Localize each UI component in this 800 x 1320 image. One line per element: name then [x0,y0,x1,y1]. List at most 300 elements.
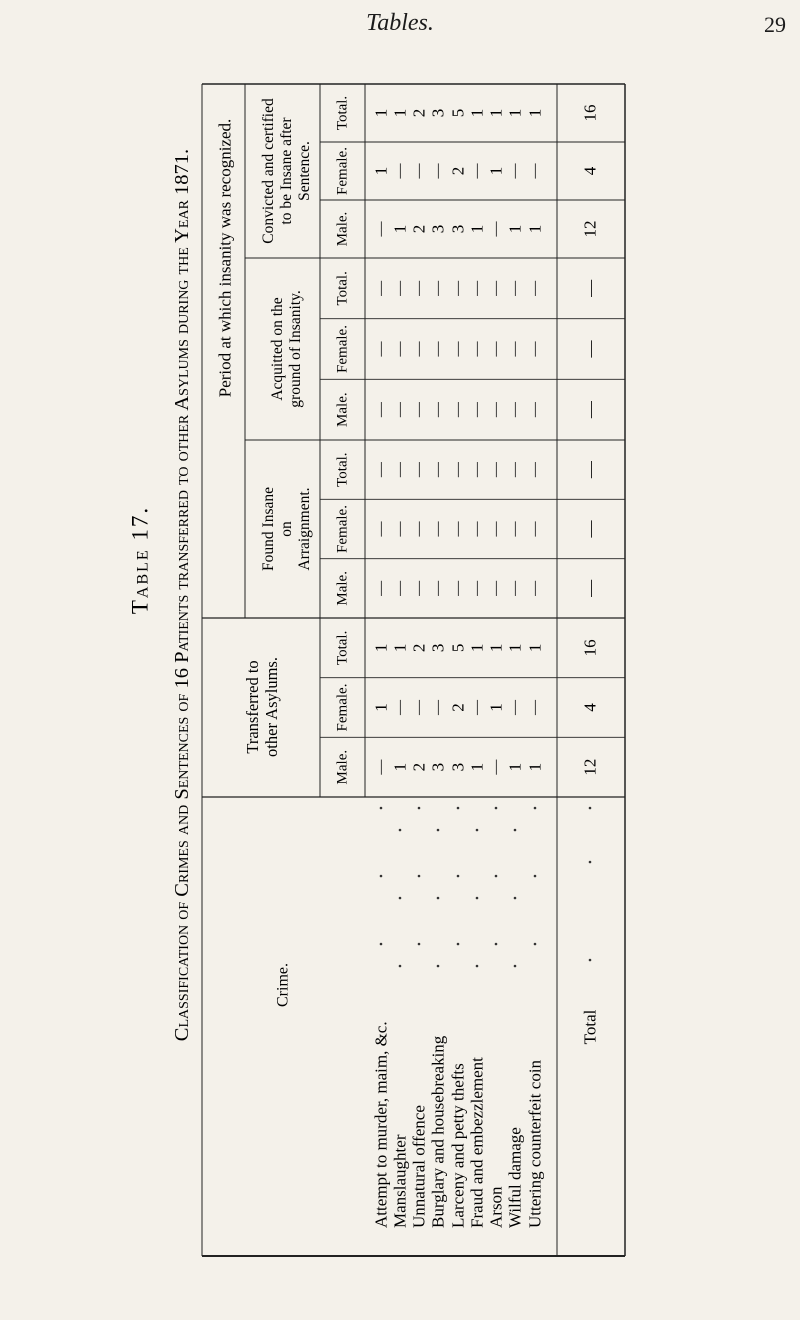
total-acquitted-male-line: — [580,401,600,419]
cell-convicted-male-row3-line: 2 [409,224,429,234]
cell-convicted-total-row4 [429,109,448,118]
cell-acquitted-total-row6-line: — [469,280,485,296]
cell-convicted-total-row3 [410,109,429,118]
cell-convicted-male-row7-line: — [488,221,504,237]
cell-found_insane-total-row4 [430,461,446,478]
table-label [128,506,153,614]
cell-transferred-male-row9-line: 1 [525,762,545,772]
leader-dot [399,829,402,832]
cell-acquitted-male-row1 [373,401,389,418]
cell-convicted-female-row3-line: — [411,163,427,179]
transferred-header [243,657,281,757]
cell-transferred-total-row6 [468,644,487,653]
total-convicted-male [581,221,600,238]
crime-row-9 [526,1059,545,1228]
subheader-acquitted-male-line: Male. [334,392,351,427]
cell-convicted-female-row7 [487,167,506,176]
cell-convicted-female-row2-line: — [392,163,408,179]
cell-acquitted-total-row4 [430,280,446,297]
subheader-convicted-male [335,212,351,247]
subheader-transferred-female-line: Female. [334,683,351,732]
total-found_insane-female [581,520,600,539]
cell-found_insane-total-row8 [507,461,523,478]
cell-transferred-total-row2-line: 1 [390,643,410,653]
group-header-found_insane-line: on [278,521,295,537]
subheader-transferred-male-line: Male. [334,749,351,785]
cell-acquitted-total-row4-line: — [430,280,446,296]
cell-transferred-female-row2 [392,699,408,716]
leader-dot [534,943,537,946]
cell-acquitted-female-row3 [411,341,427,358]
cell-transferred-male-row8-line: 1 [505,762,525,772]
cell-convicted-female-row6 [469,163,485,180]
cell-transferred-male-row5 [449,763,468,772]
cell-transferred-total-row7 [487,644,506,653]
cell-found_insane-total-row1-line: — [373,462,389,478]
cell-found_insane-male-row3 [411,580,427,597]
subheader-found_insane-total-line: Total. [334,452,351,487]
cell-convicted-male-row2 [391,225,410,234]
leader-dot [437,897,440,900]
cell-found_insane-female-row6-line: — [469,521,485,537]
group-header-acquitted [269,290,304,407]
cell-found_insane-female-row8 [507,521,523,538]
cell-convicted-total-row7-line: 1 [486,108,506,118]
cell-transferred-female-row6 [469,699,485,716]
cell-acquitted-male-row9-line: — [527,402,543,418]
cell-acquitted-male-row4-line: — [430,402,446,418]
cell-found_insane-male-row1 [373,580,389,597]
cell-acquitted-female-row7 [488,341,504,358]
cell-transferred-male-row5-line: 3 [448,762,468,772]
subheader-convicted-male-line: Male. [334,211,351,247]
cell-transferred-female-row4 [430,699,446,716]
cell-transferred-female-row8 [507,699,523,716]
cell-acquitted-male-row3-line: — [411,402,427,418]
cell-found_insane-female-row9 [527,521,543,538]
cell-convicted-total-row5-line: 5 [448,108,468,118]
cell-convicted-female-row5-line: 2 [448,166,468,176]
cell-convicted-female-row3 [411,163,427,180]
total-found_insane-total [581,460,600,479]
leader-dot [380,875,383,878]
subheader-found_insane-male-line: Male. [334,571,351,606]
subheader-found_insane-female [335,505,351,553]
cell-transferred-total-row5 [449,644,468,653]
table-title [171,149,193,1041]
cell-found_insane-female-row1 [373,521,389,538]
cell-transferred-female-row3-line: — [411,700,427,715]
cell-convicted-female-row2 [392,163,408,180]
leader-dot [514,829,517,832]
cell-transferred-total-row7-line: 1 [486,643,506,653]
cell-acquitted-total-row8 [507,280,523,297]
cell-convicted-total-row9-line: 1 [525,108,545,118]
cell-acquitted-male-row2-line: — [392,402,408,418]
cell-transferred-male-row4 [429,763,448,772]
cell-transferred-male-row1 [373,759,389,776]
leader-dot [476,965,479,968]
cell-found_insane-total-row8-line: — [507,462,523,478]
crime-row-7-line: Arson [486,1186,506,1228]
cell-convicted-female-row1 [372,167,391,176]
cell-acquitted-male-row8-line: — [507,402,523,418]
cell-acquitted-male-row1-line: — [373,402,389,418]
subheader-acquitted-total [335,271,351,305]
leader-dot [534,807,537,810]
cell-found_insane-male-row5 [450,580,466,597]
leader-dot [514,965,517,968]
leader-dot [476,897,479,900]
cell-acquitted-total-row3 [411,280,427,297]
subheader-found_insane-male [335,571,351,606]
leader-dot [589,861,592,864]
cell-convicted-total-row3-line: 2 [409,108,429,118]
crime-row-8 [506,1127,525,1228]
cell-transferred-male-row3 [410,763,429,772]
cell-acquitted-total-row7-line: — [488,280,504,296]
cell-found_insane-total-row3-line: — [411,462,427,478]
leader-dot [418,943,421,946]
crime-row-8-line: Wilful damage [505,1127,525,1228]
cell-convicted-total-row1-line: 1 [371,108,391,118]
crime-row-6-line: Fraud and embezzlement [467,1057,487,1228]
transferred-header-line: other Asylums. [261,657,281,757]
cell-convicted-total-row8 [506,109,525,118]
table-label-line: Table 17. [127,505,153,615]
crime-row-2 [391,1134,410,1228]
leader-dot [418,875,421,878]
total-acquitted-total-line: — [580,279,600,297]
cell-convicted-total-row6-line: 1 [467,108,487,118]
total-convicted-total [581,105,600,122]
leader-dot [437,965,440,968]
cell-transferred-female-row5-line: 2 [448,703,468,712]
subheader-acquitted-male [335,392,351,427]
subheader-transferred-male [335,750,351,785]
cell-transferred-total-row6-line: 1 [467,643,487,653]
cell-acquitted-female-row3-line: — [411,341,427,357]
leader-dot [589,959,592,962]
cell-transferred-total-row3-line: 2 [409,643,429,653]
total-found_insane-female-line: — [580,520,600,538]
leader-dot [457,807,460,810]
cell-convicted-total-row7 [487,109,506,118]
cell-transferred-male-row9 [526,763,545,772]
cell-found_insane-total-row6 [469,461,485,478]
cell-found_insane-female-row1-line: — [373,521,389,537]
leader-dot [476,829,479,832]
cell-convicted-total-row2-line: 1 [390,108,410,118]
cell-acquitted-female-row6-line: — [469,341,485,357]
crime-row-4 [429,1035,448,1228]
cell-transferred-total-row9 [526,644,545,653]
total-row-label-line: Total [580,1009,600,1045]
leader-dot [514,897,517,900]
cell-found_insane-male-row4 [430,580,446,597]
cell-convicted-male-row1-line: — [373,221,389,237]
cell-convicted-male-row4 [429,225,448,234]
cell-found_insane-female-row7 [488,521,504,538]
cell-acquitted-total-row9-line: — [527,280,543,296]
subheader-transferred-total [335,631,351,665]
cell-convicted-female-row5 [449,167,468,176]
cell-transferred-female-row8-line: — [507,700,523,715]
cell-found_insane-female-row7-line: — [488,521,504,537]
leader-dot [399,897,402,900]
cell-found_insane-total-row6-line: — [469,462,485,478]
cell-acquitted-total-row5-line: — [450,280,466,296]
cell-acquitted-total-row7 [488,280,504,297]
cell-transferred-female-row7-line: 1 [486,703,506,712]
cell-acquitted-female-row9 [527,341,543,358]
cell-found_insane-female-row5-line: — [450,521,466,537]
group-header-found_insane-line: Arraignment. [295,487,313,571]
cell-found_insane-female-row2 [392,521,408,538]
cell-convicted-male-row6-line: 1 [467,224,487,234]
cell-transferred-total-row8-line: 1 [505,643,525,653]
cell-convicted-total-row2 [391,109,410,118]
cell-convicted-female-row1-line: 1 [371,166,391,176]
cell-convicted-female-row6-line: — [469,163,485,179]
crime-header [275,963,292,1007]
total-transferred-female-line: 4 [580,703,600,712]
cell-convicted-female-row4 [430,163,446,180]
cell-acquitted-female-row6 [469,341,485,358]
subheader-convicted-total [335,96,351,130]
cell-found_insane-total-row7-line: — [488,462,504,478]
cell-found_insane-total-row2 [392,461,408,478]
crime-row-4-line: Burglary and housebreaking [428,1035,448,1228]
cell-acquitted-total-row2-line: — [392,280,408,296]
cell-convicted-total-row9 [526,109,545,118]
cell-transferred-male-row8 [506,763,525,772]
cell-convicted-male-row3 [410,225,429,234]
subheader-transferred-female [335,684,351,732]
cell-convicted-female-row7-line: 1 [486,166,506,176]
cell-transferred-female-row9 [527,699,543,716]
cell-found_insane-male-row1-line: — [373,580,389,596]
cell-transferred-female-row9-line: — [527,700,543,715]
cell-acquitted-male-row5-line: — [450,402,466,418]
cell-found_insane-female-row5 [450,521,466,538]
cell-transferred-female-row5 [449,703,468,712]
cell-transferred-female-row6-line: — [469,700,485,715]
total-found_insane-male-line: — [580,579,600,597]
total-transferred-male [581,759,600,776]
cell-transferred-male-row2-line: 1 [390,762,410,772]
cell-transferred-male-row1-line: — [373,759,389,775]
cell-acquitted-male-row6 [469,401,485,418]
table-title-line: Classification of Crimes and Sentences of 16 Patients transferred to other Asylums during the Year 1871. [171,148,193,1042]
cell-transferred-female-row1-line: 1 [371,703,391,712]
total-transferred-total-line: 16 [580,639,600,657]
cell-acquitted-female-row1-line: — [373,341,389,357]
cell-transferred-total-row1-line: 1 [371,643,391,653]
group-header-acquitted-line: Acquitted on the [269,297,287,401]
leader-dot [495,943,498,946]
group-header-convicted-line: to be Insane after [278,117,295,225]
cell-found_insane-female-row6 [469,521,485,538]
total-convicted-total-line: 16 [580,104,600,122]
cell-convicted-female-row9 [527,163,543,180]
cell-acquitted-female-row8 [507,341,523,358]
crime-row-9-line: Uttering counterfeit coin [525,1059,545,1228]
cell-convicted-male-row6 [468,225,487,234]
subheader-convicted-total-line: Total. [334,95,351,131]
total-transferred-female [581,703,600,712]
cell-transferred-total-row9-line: 1 [525,643,545,653]
subheader-acquitted-total-line: Total. [334,271,351,306]
cell-found_insane-female-row4 [430,521,446,538]
cell-convicted-male-row1 [373,221,389,238]
cell-convicted-female-row9-line: — [527,163,543,179]
group-header-acquitted-line: ground of Insanity. [286,290,304,408]
cell-convicted-total-row4-line: 3 [428,108,448,118]
leader-dot [495,807,498,810]
cell-transferred-male-row2 [391,763,410,772]
total-convicted-female-line: 4 [580,166,600,176]
cell-found_insane-total-row4-line: — [430,462,446,478]
cell-acquitted-total-row9 [527,280,543,297]
page-number: 29 [764,12,786,37]
transferred-header-line: Transferred to [243,660,263,754]
cell-transferred-male-row6-line: 1 [467,762,487,772]
total-row-label [581,1009,600,1044]
cell-found_insane-total-row9 [527,461,543,478]
cell-acquitted-total-row1-line: — [373,280,389,296]
cell-convicted-male-row8-line: 1 [505,224,525,234]
cell-convicted-male-row8 [506,225,525,234]
cell-found_insane-male-row2-line: — [392,580,408,596]
group-header-convicted [260,98,313,244]
cell-acquitted-female-row1 [373,341,389,358]
cell-convicted-female-row8 [507,163,523,180]
cell-found_insane-male-row2 [392,580,408,597]
cell-found_insane-female-row8-line: — [507,521,523,537]
leader-dot [495,875,498,878]
cell-found_insane-male-row5-line: — [450,580,466,596]
cell-transferred-total-row8 [506,644,525,653]
cell-acquitted-total-row5 [450,280,466,297]
cell-acquitted-female-row2-line: — [392,341,408,357]
cell-acquitted-female-row8-line: — [507,341,523,357]
period-header [216,119,235,398]
cell-transferred-total-row1 [372,644,391,653]
cell-transferred-female-row1 [372,703,391,712]
leader-dot [534,875,537,878]
cell-transferred-total-row4 [429,644,448,653]
cell-transferred-male-row6 [468,763,487,772]
cell-transferred-male-row7-line: — [488,759,504,775]
subheader-convicted-female [335,147,351,195]
cell-acquitted-female-row4 [430,341,446,358]
cell-acquitted-male-row7 [488,401,504,418]
cell-transferred-total-row3 [410,644,429,653]
total-acquitted-male [581,400,600,419]
crime-row-1 [372,1021,391,1228]
total-convicted-male-line: 12 [580,220,600,238]
leader-dot [399,965,402,968]
cell-convicted-total-row5 [449,109,468,118]
group-header-convicted-line: Convicted and certified [260,98,278,244]
leader-dot [457,943,460,946]
subheader-found_insane-total [335,452,351,486]
cell-convicted-male-row9 [526,225,545,234]
cell-found_insane-female-row3-line: — [411,521,427,537]
cell-acquitted-male-row7-line: — [488,402,504,418]
crime-row-2-line: Manslaughter [390,1134,410,1228]
cell-acquitted-total-row1 [373,280,389,297]
cell-transferred-female-row4-line: — [430,700,446,715]
cell-convicted-male-row4-line: 3 [428,224,448,234]
cell-found_insane-male-row7-line: — [488,580,504,596]
cell-acquitted-male-row2 [392,401,408,418]
cell-transferred-female-row2-line: — [392,700,408,715]
cell-acquitted-total-row2 [392,280,408,297]
cell-found_insane-total-row5 [450,461,466,478]
crime-row-1-line: Attempt to murder, maim, &c. [371,1021,391,1228]
subheader-acquitted-female [335,325,351,373]
subheader-convicted-female-line: Female. [334,147,351,195]
cell-acquitted-male-row6-line: — [469,402,485,418]
cell-found_insane-male-row6-line: — [469,580,485,596]
cell-convicted-female-row4-line: — [430,163,446,179]
crime-header-line: Crime. [274,963,292,1007]
cell-found_insane-total-row9-line: — [527,462,543,478]
cell-found_insane-female-row9-line: — [527,521,543,537]
crime-row-7 [487,1186,506,1228]
running-title: Tables. [366,10,434,36]
cell-acquitted-female-row2 [392,341,408,358]
cell-acquitted-male-row5 [450,401,466,418]
cell-found_insane-male-row6 [469,580,485,597]
cell-acquitted-total-row3-line: — [411,280,427,296]
cell-transferred-male-row3-line: 2 [409,762,429,772]
group-header-found_insane-line: Found Insane [260,487,278,571]
cell-found_insane-total-row1 [373,461,389,478]
cell-found_insane-male-row3-line: — [411,580,427,596]
cell-acquitted-female-row5-line: — [450,341,466,357]
cell-acquitted-male-row3 [411,401,427,418]
cell-found_insane-male-row7 [488,580,504,597]
cell-found_insane-total-row7 [488,461,504,478]
cell-convicted-total-row6 [468,109,487,118]
cell-transferred-male-row7 [488,759,504,776]
cell-acquitted-female-row4-line: — [430,341,446,357]
cell-convicted-male-row5 [449,225,468,234]
cell-convicted-male-row9-line: 1 [525,224,545,234]
crime-row-5-line: Larceny and petty thefts [448,1063,468,1228]
total-acquitted-female [581,340,600,359]
period-header-line: Period at which insanity was recognized. [215,118,235,398]
crime-row-3-line: Unnatural offence [409,1105,429,1228]
total-transferred-total [581,639,600,656]
leader-dot [589,807,592,810]
subheader-found_insane-female-line: Female. [334,505,351,553]
total-found_insane-total-line: — [580,461,600,479]
cell-convicted-male-row7 [488,221,504,238]
cell-transferred-female-row7 [487,703,506,712]
cell-found_insane-female-row2-line: — [392,521,408,537]
cell-transferred-male-row4-line: 3 [428,762,448,772]
cell-acquitted-female-row5 [450,341,466,358]
subheader-acquitted-female-line: Female. [334,325,351,373]
cell-acquitted-male-row8 [507,401,523,418]
cell-convicted-female-row8-line: — [507,163,523,179]
leader-dot [457,875,460,878]
crime-row-5 [449,1063,468,1228]
